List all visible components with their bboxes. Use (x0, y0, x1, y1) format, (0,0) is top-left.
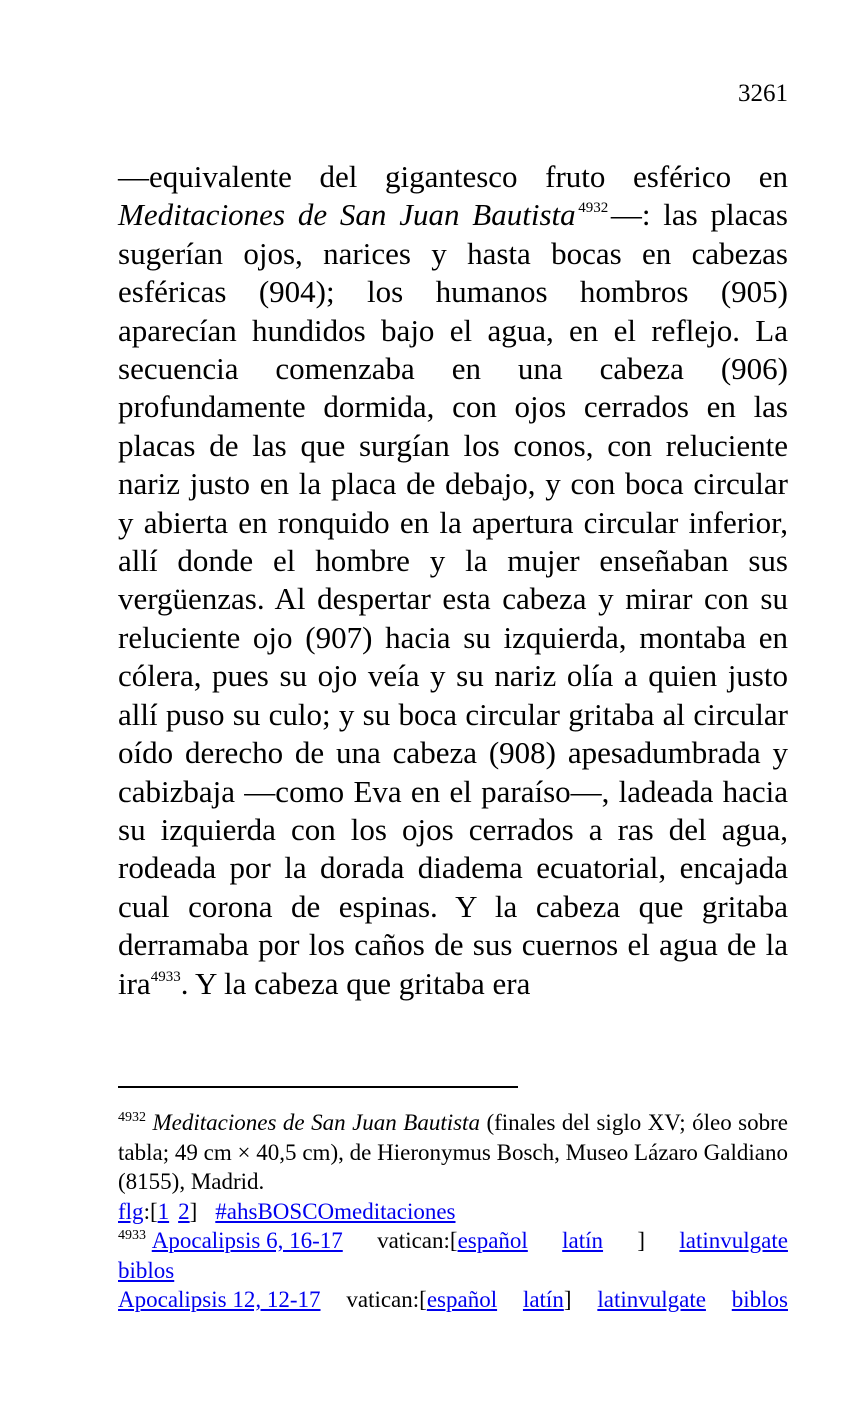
biblos-link[interactable]: biblos (731, 1287, 788, 1312)
footnote-4933-links-b (118, 1285, 788, 1315)
bracket-close: ] (637, 1228, 646, 1253)
body-text-3: . Y la cabeza que gritaba era (180, 965, 531, 1001)
footnote-artwork-title: Meditaciones de San Juan Bautista (152, 1110, 480, 1135)
espanol-link[interactable]: español (426, 1287, 498, 1312)
footnote-number: 4932 (118, 1110, 146, 1125)
body-text-1: —equivalente del gigantesco fruto esférico en (118, 159, 788, 194)
latinvulgate-link[interactable]: latinvulgate (597, 1287, 706, 1312)
footnote-4932 (118, 1108, 788, 1197)
footnote-4933-links-a (118, 1226, 788, 1256)
bracket-close: ] (189, 1198, 198, 1224)
bracket-open: :[ (143, 1198, 158, 1224)
latin-link[interactable]: latín (522, 1287, 564, 1312)
artwork-title: Meditaciones de San Juan Bautista (118, 197, 576, 233)
biblos-link[interactable]: biblos (118, 1257, 175, 1283)
flg-link-2[interactable]: 2 (178, 1198, 190, 1224)
page-number: 3261 (738, 80, 788, 107)
apocalipsis-6-link[interactable]: Apocalipsis 6, 16-17 (151, 1228, 343, 1253)
footnote-divider (118, 1086, 518, 1088)
latin-link[interactable]: latín (562, 1228, 604, 1253)
espanol-link[interactable]: español (457, 1228, 528, 1253)
latinvulgate-link[interactable]: latinvulgate (679, 1228, 788, 1253)
footnote-4933-biblos-a (118, 1256, 788, 1286)
footnote-ref-4933[interactable]: 4933 (150, 968, 181, 985)
footnotes (118, 1108, 788, 1315)
body-paragraph (118, 158, 788, 1003)
vatican-label: vatican:[ (377, 1228, 458, 1253)
footnote-text: (finales del siglo XV; óleo sobre tabla; 49 cm × 40,5 cm), de Hieronymus Bosch, Museo Lázaro Galdiano (8155), Madrid. (118, 1110, 789, 1194)
bracket-close: ] (563, 1287, 572, 1312)
hashtag-link[interactable]: #ahsBOSCOmeditaciones (215, 1198, 456, 1224)
apocalipsis-12-link[interactable]: Apocalipsis 12, 12-17 (118, 1287, 321, 1312)
flg-link[interactable]: flg (118, 1198, 144, 1224)
footnote-4932-links (118, 1197, 788, 1227)
flg-link-1[interactable]: 1 (157, 1198, 170, 1224)
vatican-label: vatican:[ (346, 1287, 427, 1312)
footnote-number: 4933 (118, 1228, 146, 1243)
footnote-ref-4932[interactable]: 4932 (578, 200, 609, 217)
body-text-2: —: las placas sugerían ojos, narices y hasta bocas en cabezas esféricas (904); los humanos hombros (905) aparecían hundidos bajo el agua, en el reflejo. La secuencia comenzaba en una cabeza (906) profundamente dormida, con ojos cerrados en las placas de las que surgían los conos, con reluciente nariz justo en la placa de debajo, y con boca circular y abierta en ronquido en la apertura circular inferior, allí donde el hombre y la mujer enseñaban sus vergüenzas. Al despertar esta cabeza y mirar con su reluciente ojo (907) hacia su izquierda, montaba en cólera, pues su ojo veía y su nariz olía a quien justo allí puso su culo; y su boca circular gritaba al circular oído derecho de una cabeza (908) apesadumbrada y cabizbaja —como Eva en el paraíso—, ladeada hacia su izquierda con los ojos cerrados a ras del agua, rodeada por la dorada diadema ecuatorial, encajada cual corona de espinas. Y la cabeza que gritaba derramaba por los caños de sus cuernos el agua de la ira (118, 197, 788, 1001)
